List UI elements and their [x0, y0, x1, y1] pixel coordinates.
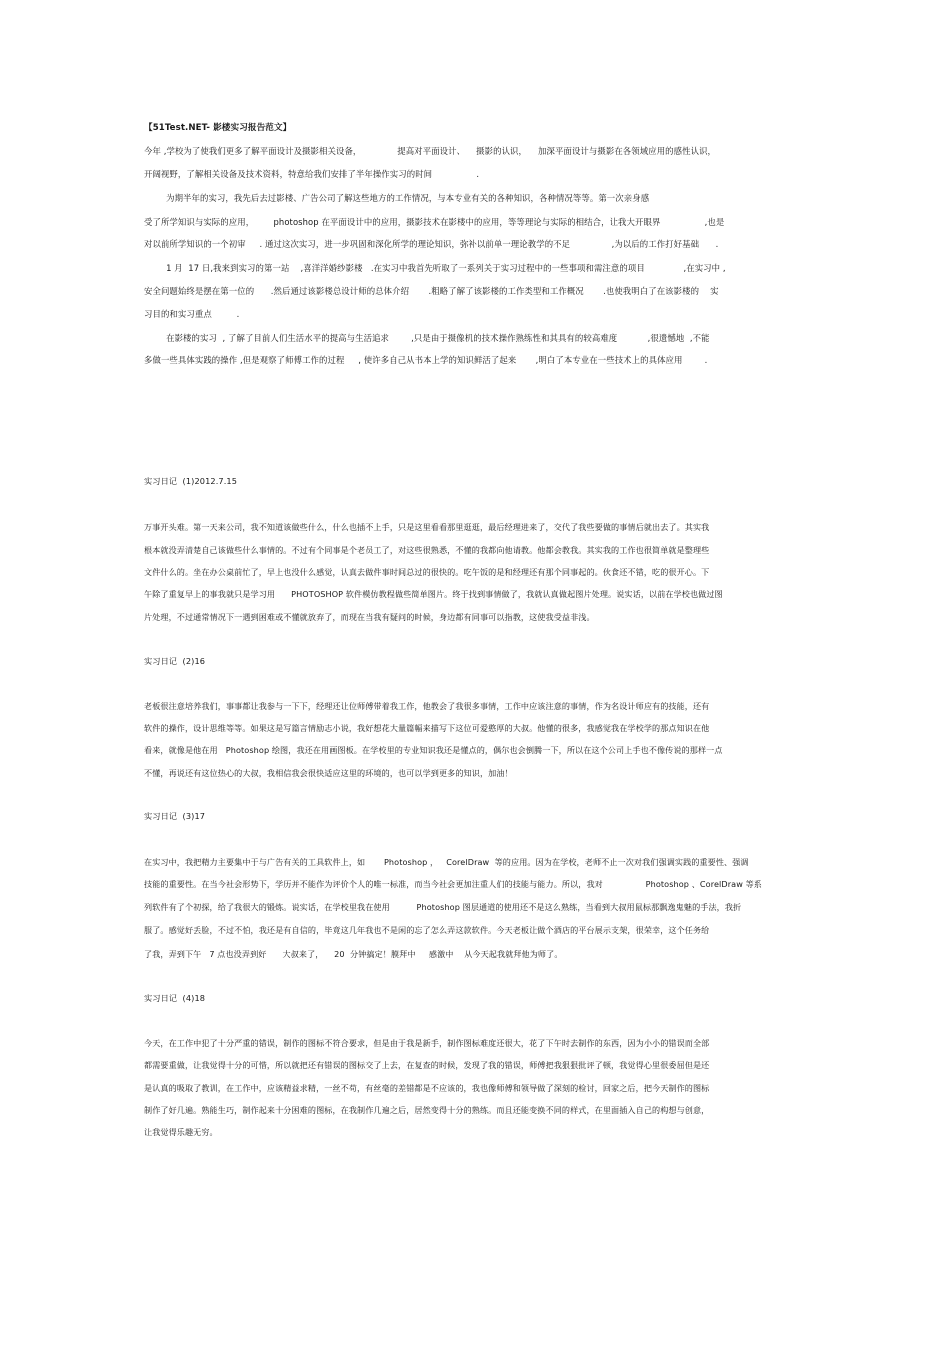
- diary-line: 是认真的吸取了教训，在工作中，应该精益求精，一丝不苟，有丝毫的差错都是不应该的，我也像师傅和领导做了深刻的检讨，回家之后，把今天制作的图标: [144, 1083, 710, 1093]
- intro-line: 1 月 17 日,我来到实习的第一站 ,喜洋洋婚纱影楼 .在实习中我首先听取了一系列关于实习过程中的一些事项和需注意的项目 ,在实习中 ,: [144, 263, 726, 273]
- diary-line: 制作了好几遍。熟能生巧，制作起来十分困难的图标，在我制作几遍之后，居然变得十分的熟练。而且还能变换不同的样式，在里面插入自己的构想与创意，: [144, 1105, 710, 1115]
- diary-heading: 实习日记 (1)2012.7.15: [144, 476, 238, 486]
- diary-line: 文件什么的。坐在办公桌前忙了，早上也没什么感觉，认真去做件事时间总过的很快的。吃午饭的是和经理还有那个同事起的。伙食还不错，吃的很开心。下: [144, 567, 710, 577]
- diary-line: 技能的重要性。在当今社会形势下，学历并不能作为评价个人的唯一标准，而当今社会更加注重人们的技能与能力。所以，我对 Photoshop 、CorelDraw 等系: [144, 879, 762, 889]
- diary-line: 根本就没弄清楚自己该做些什么事情的。不过有个同事是个老员工了，对这些很熟悉，不懂的我都向他请教。他都会教我。其实我的工作也很简单就是整理些: [144, 545, 710, 555]
- diary-line: 列软件有了个初探，给了我很大的锻炼。说实话，在学校里我在使用 Photoshop 图层通道的使用还不是这么熟练，当看到大叔用鼠标那飘逸鬼魅的手法，我折: [144, 902, 742, 912]
- diary-line: 在实习中，我把精力主要集中于与广告有关的工具软件上，如 Photoshop ， CorelDraw 等的应用。因为在学校，老师不止一次对我们强调实践的重要性、强调: [144, 857, 749, 867]
- diary-heading: 实习日记 (4)18: [144, 993, 206, 1003]
- diary-line: 万事开头难。第一天来公司，我不知道该做些什么，什么也插不上手，只是这里看看那里逛逛，最后经理进来了，交代了我些要做的事情后就出去了。其实我: [144, 522, 710, 532]
- diary-heading: 实习日记 (3)17: [144, 811, 206, 821]
- diary-line: 服了。感觉好丢脸，不过不怕，我还是有自信的，毕竟这几年我也不是闲的忘了怎么弄这款软件。今天老板让做个酒店的平台展示支架，很荣幸，这个任务给: [144, 925, 710, 935]
- intro-line: 为期半年的实习，我先后去过影楼、广告公司了解这些地方的工作情况，与本专业有关的各种知识，各种情况等等。第一次亲身感: [144, 193, 650, 203]
- diary-line: 软件的操作，设计思维等等。如果这是写篇言情励志小说，我好想花大量篇幅来描写下这位可爱憨厚的大叔。他懂的很多，我感觉我在学校学的那点知识在他: [144, 723, 710, 733]
- diary-line: 了我，弄到下午 7 点也没弄到好 大叔来了， 20 分钟搞定！膜拜中 感激中 从今天起我就拜他为师了。: [144, 949, 563, 959]
- diary-line: 片处理，不过通常情况下一遇到困难或不懂就放弃了，而现在当我有疑问的时候，身边都有同事可以指教，这使我受益非浅。: [144, 612, 595, 622]
- diary-line: 午除了重复早上的事我就只是学习用 PHOTOSHOP 软件模仿教程做些简单图片。终于找到事情做了，我就认真做起图片处理。说实话，以前在学校也做过图: [144, 589, 723, 599]
- intro-line: 安全问题始终是摆在第一位的 .然后通过该影楼总设计师的总体介绍 .粗略了解了该影楼的工作类型和工作概况 .也使我明白了在该影楼的 实: [144, 286, 719, 296]
- diary-line: 不懂，再说还有这位热心的大叔，我相信我会很快适应这里的环境的，也可以学到更多的知识，加油！: [144, 768, 513, 778]
- document-title: 【51Test.NET- 影楼实习报告范文】: [144, 123, 292, 133]
- diary-line: 让我觉得乐趣无穷。: [144, 1127, 218, 1137]
- intro-line: 习目的和实习重点 .: [144, 309, 240, 319]
- diary-line: 今天，在工作中犯了十分严重的错误，制作的图标不符合要求，但是由于我是新手，制作图标难度还很大，花了下午时去制作的东西，因为小小的错误而全部: [144, 1038, 710, 1048]
- intro-line: 受了所学知识与实际的应用， photoshop 在平面设计中的应用，摄影技术在影楼中的应用，等等理论与实际的相结合，让我大开眼界 ,也是: [144, 217, 725, 227]
- diary-heading: 实习日记 (2)16: [144, 656, 206, 666]
- intro-line: 今年 ,学校为了使我们更多了解平面设计及摄影相关设备， 提高对平面设计、 摄影的认识， 加深平面设计与摄影在各领域应用的感性认识，: [144, 146, 717, 156]
- intro-line: 开阔视野，了解相关设备及技术资料，特意给我们安排了半年操作实习的时间 .: [144, 169, 480, 179]
- diary-line: 都需要重做，让我觉得十分的可惜，所以就把还有错误的图标交了上去，在复查的时候，发现了我的错误，师傅把我狠狠批评了顿，我觉得心里很委屈但是还: [144, 1060, 710, 1070]
- intro-line: 多做一些具体实践的操作 ,但是观察了师傅工作的过程 , 使许多自己从书本上学的知识鲜活了起来 ,明白了本专业在一些技术上的具体应用 .: [144, 355, 708, 365]
- diary-line: 老板很注意培养我们，事事都让我参与一下下，经理还让位师傅带着我工作，他教会了我很多事情，工作中应该注意的事情，作为名设计师应有的技能，还有: [144, 701, 710, 711]
- intro-line: 对以前所学知识的一个初审 . 通过这次实习，进一步巩固和深化所学的理论知识，弥补以前单一理论教学的不足 ,为以后的工作打好基础 .: [144, 239, 719, 249]
- intro-line: 在影楼的实习 , 了解了目前人们生活水平的提高与生活追求 ,只是由于摄像机的技术操作熟练性和其具有的较高难度 ,很遗憾地 ,不能: [144, 333, 710, 343]
- diary-line: 看来，就像是他在用 Photoshop 绘图，我还在用画图板。在学校里的专业知识我还是懂点的，偶尔也会倒腾一下，所以在这个公司上手也不像传说的那样一点: [144, 745, 723, 755]
